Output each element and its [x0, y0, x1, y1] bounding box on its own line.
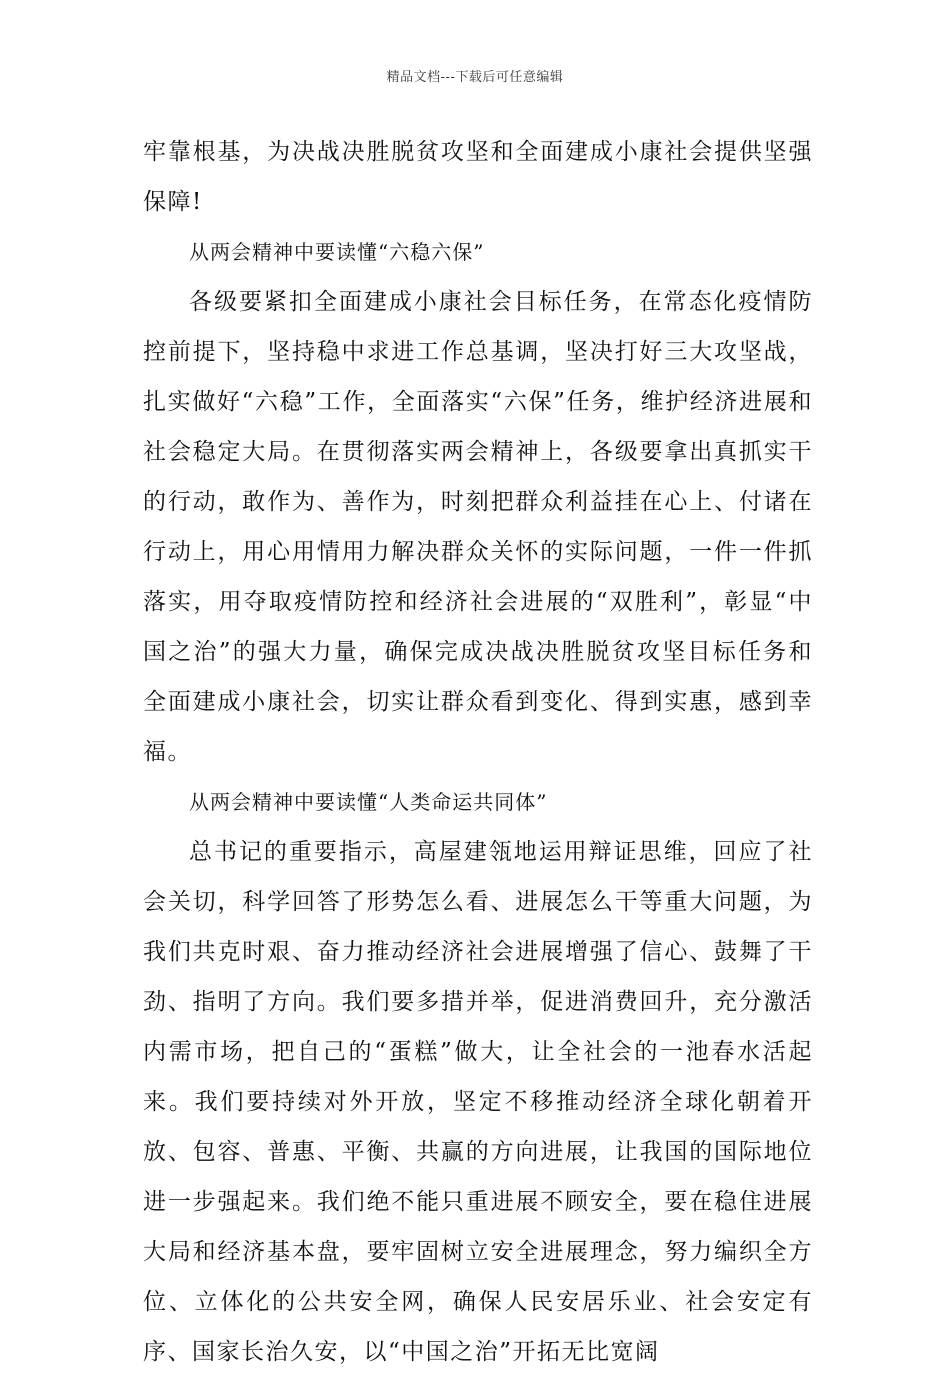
- section-heading-community-of-shared-future: 从两会精神中要读懂“人类命运共同体”: [189, 790, 548, 814]
- document-body: [143, 127, 813, 1377]
- paragraph-continuation: 牢靠根基，为决战决胜脱贫攻坚和全面建成小康社会提供坚强保障!: [143, 139, 813, 215]
- page-header: 精品文档---下载后可任意编辑: [386, 70, 564, 85]
- paragraph-community-of-shared-future: 总书记的重要指示，高屋建瓴地运用辩证思维，回应了社会关切，科学回答了形势怎么看、进展怎么干等重大问题，为我们共克时艰、奋力推动经济社会进展增强了信心、鼓舞了干劲、指明了方向。我们要多措并举，促进消费回升，充分激活内需市场，把自己的“蛋糕”做大，让全社会的一池春水活起来。我们要持续对外开放，坚定不移推动经济全球化朝着开放、包容、普惠、平衡、共赢的方向进展，让我国的国际地位进一步强起来。我们绝不能只重进展不顾安全，要在稳住进展大局和经济基本盘，要牢固树立安全进展理念，努力编织全方位、立体化的公共安全网，确保人民安居乐业、社会安定有序、国家长治久安，以“中国之治”开拓无比宽阔: [143, 839, 813, 1365]
- paragraph-liuwen-liubao: 各级要紧扣全面建成小康社会目标任务，在常态化疫情防控前提下，坚持稳中求进工作总基调，坚决打好三大攻坚战，扎实做好“六稳”工作，全面落实“六保”任务，维护经济进展和社会稳定大局。在贯彻落实两会精神上，各级要拿出真抓实干的行动，敢作为、善作为，时刻把群众利益挂在心上、付诸在行动上，用心用情用力解决群众关怀的实际问题，一件一件抓落实，用夺取疫情防控和经济社会进展的“双胜利”，彰显“中国之治”的强大力量，确保完成决战决胜脱贫攻坚目标任务和全面建成小康社会，切实让群众看到变化、得到实惠，感到幸福。: [143, 289, 813, 765]
- section-heading-liuwen-liubao: 从两会精神中要读懂“六稳六保”: [189, 240, 485, 264]
